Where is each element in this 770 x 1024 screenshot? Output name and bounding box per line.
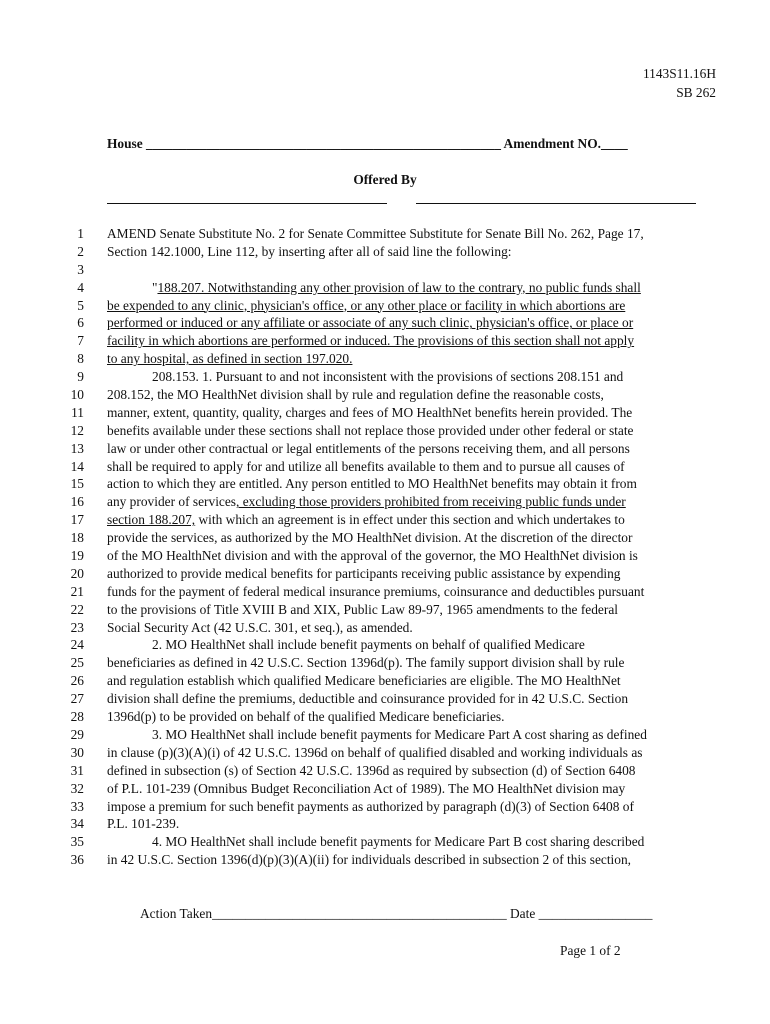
page-number: Page 1 of 2: [560, 943, 621, 958]
offered-by-heading: Offered By: [353, 172, 417, 187]
line-text: [107, 798, 634, 816]
text-segment: P.L. 101-239.: [107, 816, 180, 832]
inserted-text: to any hospital, as defined in section 197.020.: [107, 351, 353, 367]
line-number: 10: [70, 387, 84, 403]
line-text: [107, 672, 621, 690]
text-segment: in 42 U.S.C. Section 1396(d)(p)(3)(A)(ii) for individuals described in subsection 2 of this section,: [107, 852, 632, 868]
line-number: 36: [70, 852, 84, 868]
text-segment: Section 142.1000, Line 112, by inserting after all of said line the following:: [107, 243, 512, 259]
line-number: 18: [70, 530, 84, 546]
line-number: 30: [70, 744, 84, 760]
line-number: 8: [77, 351, 84, 367]
line-text: [107, 547, 638, 565]
numbered-line: [0, 619, 770, 637]
text-segment: Social Security Act (42 U.S.C. 301, et seq.), as amended.: [107, 619, 413, 635]
text-segment: benefits available under these sections shall not replace those provided under other federal or state: [107, 422, 634, 438]
line-text: [107, 314, 633, 332]
line-number: 31: [70, 762, 84, 778]
document-id-block: [643, 64, 716, 102]
line-number: 20: [70, 565, 84, 581]
text-segment: 208.152, the MO HealthNet division shall by rule and regulation define the reasonable costs,: [107, 387, 604, 403]
line-text: [107, 583, 644, 601]
inserted-text: section 188.207,: [107, 512, 196, 528]
house-amendment-line: House _____________________________________________________ Amendment NO.____: [107, 136, 628, 151]
numbered-line: [0, 815, 770, 833]
numbered-line: [0, 851, 770, 869]
line-number: 6: [77, 315, 84, 331]
numbered-line: [0, 529, 770, 547]
numbered-line: [0, 404, 770, 422]
text-segment: in clause (p)(3)(A)(i) of 42 U.S.C. 1396d on behalf of qualified disabled and working individuals as: [107, 744, 643, 760]
line-text: [107, 601, 618, 619]
inserted-text: facility in which abortions are performed or induced. The provisions of this section shall not apply: [107, 333, 635, 349]
line-number: 1: [77, 226, 84, 241]
line-text: [107, 493, 626, 511]
line-text: [107, 744, 643, 762]
line-number: 11: [71, 404, 84, 420]
numbered-line: [0, 690, 770, 708]
line-number: 35: [70, 834, 84, 850]
numbered-line: [0, 798, 770, 816]
text-segment: of P.L. 101-239 (Omnibus Budget Reconciliation Act of 1989). The MO HealthNet division may: [107, 780, 626, 796]
numbered-line: [0, 493, 770, 511]
line-number: 34: [70, 816, 84, 832]
line-text: [152, 279, 641, 297]
line-text: [107, 815, 179, 833]
numbered-line: [0, 440, 770, 458]
numbered-line: [0, 833, 770, 851]
numbered-line: [0, 314, 770, 332]
line-text: [107, 458, 625, 476]
numbered-line: [0, 261, 770, 279]
text-segment: 1396d(p) to be provided on behalf of the qualified Medicare beneficiaries.: [107, 709, 505, 725]
line-number: 7: [77, 333, 84, 349]
line-number: 14: [70, 458, 84, 474]
line-text: [107, 762, 635, 780]
line-text: [107, 422, 634, 440]
line-text: [152, 726, 647, 744]
line-number: 22: [70, 601, 84, 617]
numbered-line: [0, 225, 770, 243]
line-text: [107, 350, 352, 368]
inserted-text: , excluding those providers prohibited from receiving public funds under: [236, 494, 626, 510]
line-number: 9: [77, 369, 84, 385]
line-number: 4: [77, 279, 84, 295]
line-number: 25: [70, 655, 84, 671]
text-segment: funds for the payment of federal medical insurance premiums, coinsurance and deductibles pursuant: [107, 583, 645, 599]
line-text: [107, 440, 630, 458]
line-number: 32: [70, 780, 84, 796]
numbered-line: [0, 726, 770, 744]
line-number: 29: [70, 726, 84, 742]
text-segment: and regulation establish which qualified Medicare beneficiaries are eligible. The MO HealthNet: [107, 673, 621, 689]
numbered-line: [0, 243, 770, 261]
numbered-line: [0, 475, 770, 493]
numbered-line: [0, 762, 770, 780]
text-segment: division shall define the premiums, deductible and coinsurance provided for in 42 U.S.C. Section: [107, 691, 629, 707]
line-number: 15: [70, 476, 84, 492]
inserted-text: 188.207. Notwithstanding any other provision of law to the contrary, no public funds shall: [157, 279, 641, 295]
numbered-line: [0, 780, 770, 798]
line-text: [107, 780, 625, 798]
numbered-line: [0, 297, 770, 315]
line-text: [152, 368, 623, 386]
numbered-line: [0, 583, 770, 601]
line-number: 23: [70, 619, 84, 635]
bill-number: SB 262: [676, 85, 716, 100]
line-text: [107, 708, 504, 726]
line-text: [107, 851, 631, 869]
line-text: [107, 475, 637, 493]
text-segment: any provider of services: [107, 494, 237, 510]
text-segment: to the provisions of Title XVIII B and XIX, Public Law 89-97, 1965 amendments to the federal: [107, 601, 618, 617]
text-segment: provide the services, as authorized by the MO HealthNet division. At the discretion of the director: [107, 530, 633, 546]
numbered-line: [0, 672, 770, 690]
line-number: 28: [70, 709, 84, 725]
line-number: 2: [77, 243, 84, 259]
line-number: 27: [70, 691, 84, 707]
text-segment: shall be required to apply for and utilize all benefits available to them and to pursue all causes of: [107, 458, 625, 474]
numbered-line: [0, 332, 770, 350]
numbered-line: [0, 368, 770, 386]
text-segment: 3. MO HealthNet shall include benefit payments for Medicare Part A cost sharing as defined: [152, 726, 647, 742]
line-number: 19: [70, 548, 84, 564]
text-segment: action to which they are entitled. Any person entitled to MO HealthNet benefits may obtain it from: [107, 476, 637, 492]
text-segment: ": [152, 279, 158, 295]
line-number: 21: [70, 583, 84, 599]
action-taken-line: Action Taken____________________________________________ Date _________________: [140, 906, 653, 921]
numbered-line: [0, 279, 770, 297]
inserted-text: performed or induced or any affiliate or associate of any such clinic, physician's office, or place or: [107, 315, 634, 331]
line-text: [107, 565, 621, 583]
line-text: [107, 511, 625, 529]
numbered-line: [0, 565, 770, 583]
amendment-body: [0, 225, 770, 869]
line-number: 33: [70, 798, 84, 814]
line-number: 24: [70, 637, 84, 653]
line-text: [107, 243, 512, 261]
numbered-line: [0, 386, 770, 404]
line-text: [152, 833, 644, 851]
numbered-line: [0, 422, 770, 440]
line-text: [107, 225, 644, 243]
line-text: [107, 690, 628, 708]
numbered-line: [0, 636, 770, 654]
line-text: [107, 386, 604, 404]
text-segment: law or under other contractual or legal entitlements of the persons receiving them, and all persons: [107, 440, 630, 456]
numbered-line: [0, 654, 770, 672]
text-segment: manner, extent, quantity, quality, charges and fees of MO HealthNet benefits herein provided. The: [107, 404, 633, 420]
text-segment: of the MO HealthNet division and with the approval of the governor, the MO HealthNet division is: [107, 548, 638, 564]
text-segment: defined in subsection (s) of Section 42 U.S.C. 1396d as required by subsection (d) of Section 6408: [107, 762, 636, 778]
line-text: [107, 332, 634, 350]
line-text: [107, 654, 624, 672]
text-segment: authorized to provide medical benefits for participants receiving public assistance by expending: [107, 565, 621, 581]
line-text: [107, 619, 413, 637]
text-segment: beneficiaries as defined in 42 U.S.C. Section 1396d(p). The family support division shall by rule: [107, 655, 625, 671]
line-number: 26: [70, 673, 84, 689]
text-segment: impose a premium for such benefit payments as authorized by paragraph (d)(3) of Section 6408 of: [107, 798, 634, 814]
numbered-line: [0, 601, 770, 619]
line-number: 12: [70, 422, 84, 438]
line-number: 16: [70, 494, 84, 510]
numbered-line: [0, 458, 770, 476]
text-segment: 208.153. 1. Pursuant to and not inconsistent with the provisions of sections 208.151 and: [152, 369, 624, 385]
sponsor-signature-line-right: [416, 203, 696, 204]
line-text: [107, 404, 632, 422]
numbered-line: [0, 350, 770, 368]
inserted-text: be expended to any clinic, physician's office, or any other place or facility in which abortions are: [107, 297, 626, 313]
line-number: 17: [70, 512, 84, 528]
sponsor-signature-line-left: [107, 203, 387, 204]
text-segment: 2. MO HealthNet shall include benefit payments on behalf of qualified Medicare: [152, 637, 585, 653]
line-number: 5: [77, 297, 84, 313]
line-text: [107, 529, 632, 547]
numbered-line: [0, 547, 770, 565]
text-segment: AMEND Senate Substitute No. 2 for Senate Committee Substitute for Senate Bill No. 262, Page 17,: [107, 226, 644, 241]
doc-number: 1143S11.16H: [642, 66, 716, 81]
line-number: 3: [77, 261, 84, 277]
numbered-line: [0, 708, 770, 726]
line-text: [107, 297, 625, 315]
line-number: 13: [70, 440, 84, 456]
text-segment: with which an agreement is in effect under this section and which undertakes to: [195, 512, 625, 528]
numbered-line: [0, 511, 770, 529]
text-segment: 4. MO HealthNet shall include benefit payments for Medicare Part B cost sharing described: [152, 834, 645, 850]
numbered-line: [0, 744, 770, 762]
line-text: [152, 636, 585, 654]
